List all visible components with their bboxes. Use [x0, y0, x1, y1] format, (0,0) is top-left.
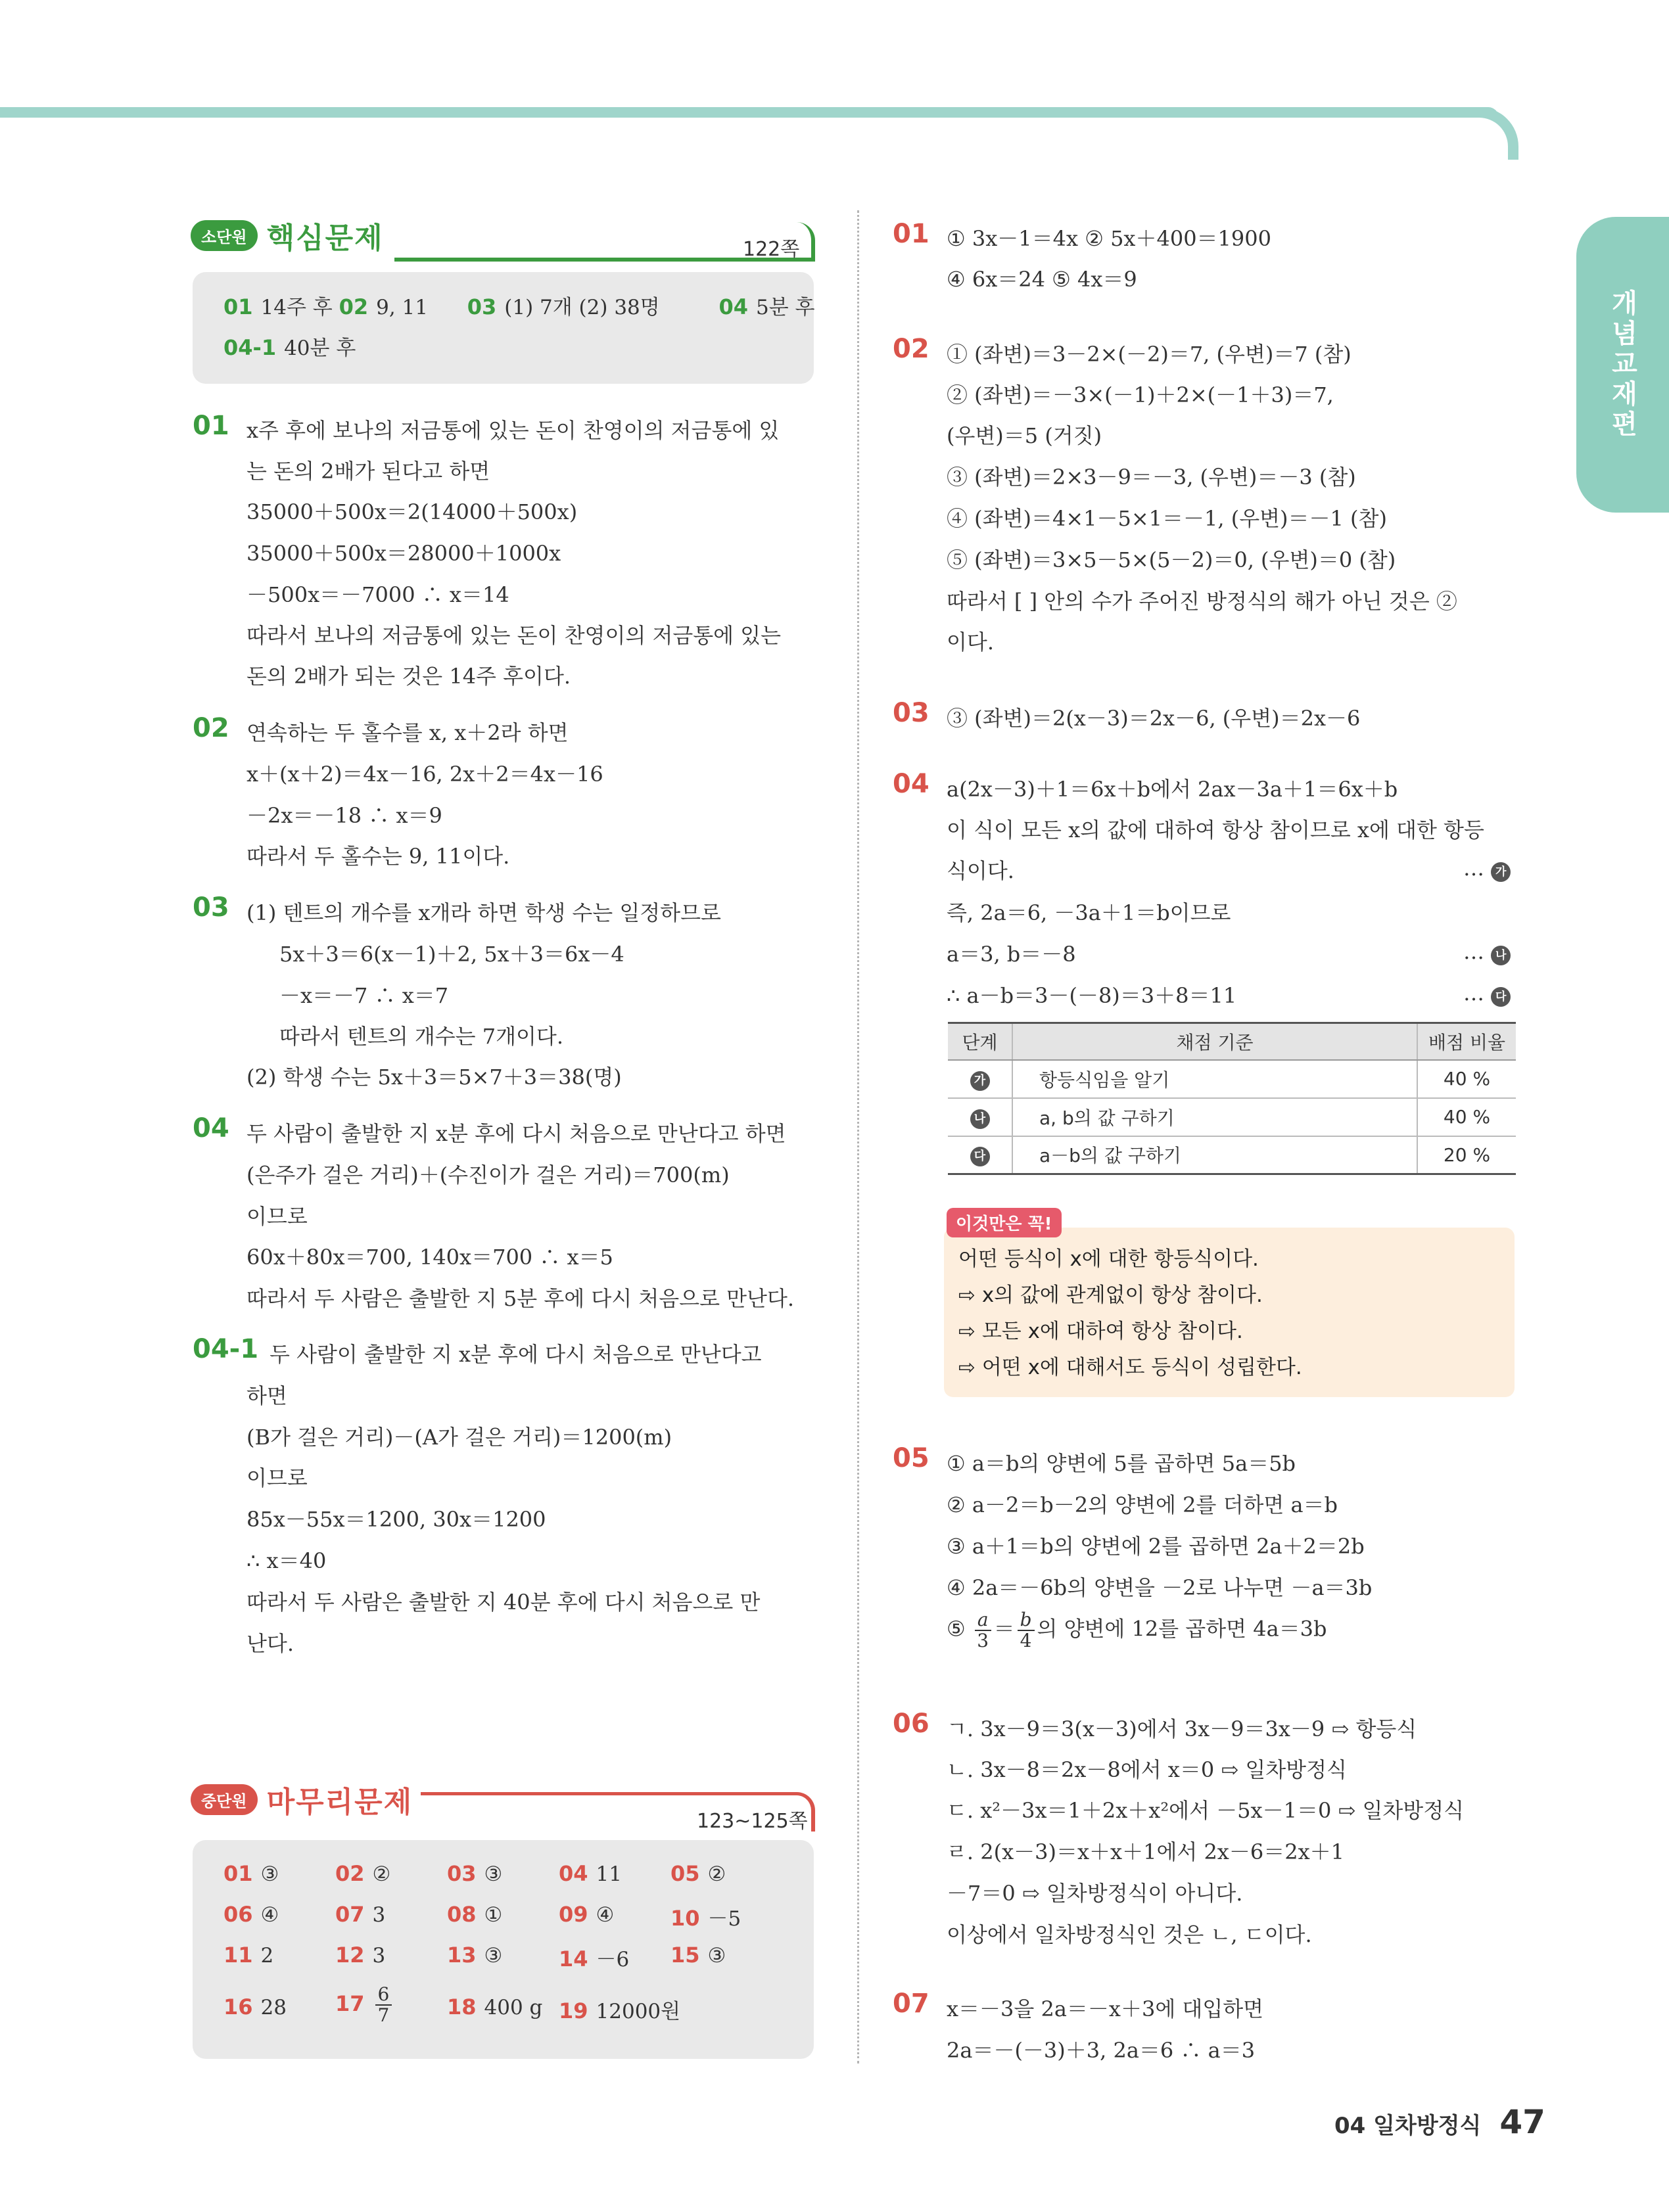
core-answer-box [193, 272, 814, 384]
right-q06-line: ㄹ. 2(x－3)＝x＋x＋1에서 2x－6＝2x＋1 [947, 1839, 1344, 1864]
left-q04-line: 두 사람이 출발한 지 x분 후에 다시 처음으로 만난다고 하면 [247, 1121, 786, 1146]
left-q01-line: 따라서 보나의 저금통에 있는 돈이 찬영이의 저금통에 있는 [247, 623, 782, 648]
table-row: 나 a, b의 값 구하기 40 % [948, 1098, 1516, 1136]
left-q041-line: 이므로 [247, 1465, 308, 1490]
page-number: 47 [1499, 2103, 1545, 2141]
right-q02-line: (우변)＝5 (거짓) [947, 423, 1102, 448]
tip-line: ⇨ x의 값에 관계없이 항상 참이다. [958, 1283, 1263, 1307]
right-q02-line: ⑤ (좌변)＝3×5－5×(5－2)＝0, (우변)＝0 (참) [947, 547, 1396, 572]
tip-line: 어떤 등식이 x에 대한 항등식이다. [958, 1247, 1259, 1271]
right-q05-line: ① a＝b의 양변에 5를 곱하면 5a＝5b [947, 1451, 1296, 1476]
left-q01-line: 35000＋500x＝2(14000＋500x) [247, 499, 578, 524]
review-title: 마무리문제 [266, 1786, 413, 1819]
left-q02-line: －2x＝－18 ∴ x＝9 [247, 803, 442, 828]
left-q02-line: x＋(x＋2)＝4x－16, 2x＋2＝4x－16 [247, 762, 603, 787]
core-answer-row-2: 04-1 40분 후 [223, 335, 356, 360]
review-answer: 03 ③ [447, 1861, 503, 1886]
left-q041-line: 따라서 두 사람은 출발한 지 40분 후에 다시 처음으로 만 [247, 1590, 761, 1615]
right-q04-line: 즉, 2a＝6, －3a＋1＝b이므로 [947, 900, 1231, 925]
step-marker: … 나 [1463, 939, 1511, 965]
right-q04-line: 이 식이 모든 x의 값에 대하여 항상 참이므로 x에 대한 항등 [947, 818, 1484, 842]
right-q07-line: x＝－3을 2a＝－x＋3에 대입하면 [947, 1996, 1264, 2021]
left-q03-line: 5x＋3＝6(x－1)＋2, 5x＋3＝6x－4 [279, 942, 624, 967]
left-q01-line: 35000＋500x＝28000＋1000x [247, 541, 561, 566]
left-q03-line: 따라서 텐트의 개수는 7개이다. [279, 1024, 563, 1049]
right-q05-line: ② a－2＝b－2의 양변에 2를 더하면 a＝b [947, 1492, 1338, 1517]
right-q06-number: 06 [893, 1709, 929, 1739]
left-q03-number: 03 [193, 892, 229, 923]
review-answer: 15 ③ [670, 1943, 726, 1968]
left-q01-line: 돈의 2배가 되는 것은 14주 후이다. [247, 664, 571, 689]
tip-tag: 이것만은 꼭! [947, 1208, 1062, 1237]
right-q06-line: ㄴ. 3x－8＝2x－8에서 x＝0 ⇨ 일차방정식 [947, 1757, 1347, 1782]
step-marker: … 다 [1463, 980, 1511, 1007]
left-q04-line: 60x＋80x＝700, 140x＝700 ∴ x＝5 [247, 1245, 613, 1270]
left-q041-line: (B가 걸은 거리)－(A가 걸은 거리)＝1200(m) [247, 1425, 672, 1450]
core-page-ref: 122쪽 [743, 238, 800, 261]
left-q041-line: 두 사람이 출발한 지 x분 후에 다시 처음으로 만난다고 [270, 1342, 762, 1367]
left-q041-line: 85x－55x＝1200, 30x＝1200 [247, 1507, 546, 1532]
left-q04-line: (은주가 걸은 거리)＋(수진이가 걸은 거리)＝700(m) [247, 1163, 730, 1187]
core-section-header [191, 210, 384, 256]
column-divider [857, 210, 859, 2063]
left-q01-line: x주 후에 보나의 저금통에 있는 돈이 찬영이의 저금통에 있 [247, 418, 780, 443]
core-badge: 소단원 [191, 220, 258, 251]
right-q05-line: ④ 2a＝－6b의 양변을 －2로 나누면 －a＝3b [947, 1575, 1373, 1600]
step-marker: … 가 [1463, 856, 1511, 882]
scoring-table [948, 1022, 1516, 1175]
review-answer: 13 ③ [447, 1943, 503, 1968]
left-q041-line: 하면 [247, 1383, 287, 1408]
left-q02-line: 연속하는 두 홀수를 x, x＋2라 하면 [247, 720, 569, 745]
right-q06-line: 이상에서 일차방정식인 것은 ㄴ, ㄷ이다. [947, 1922, 1312, 1947]
right-q02-line: ④ (좌변)＝4×1－5×1＝－1, (우변)＝－1 (참) [947, 506, 1387, 531]
left-q03-line: (1) 텐트의 개수를 x개라 하면 학생 수는 일정하므로 [247, 900, 721, 925]
right-q04-line: a(2x－3)＋1＝6x＋b에서 2ax－3a＋1＝6x＋b [947, 777, 1398, 802]
review-answer: 01 ③ [223, 1861, 279, 1886]
review-last-row: 16 28 [223, 1994, 287, 2019]
review-answer: 07 3 [335, 1902, 386, 1927]
side-tab-label: 개념교재편 [1607, 289, 1637, 440]
right-q02-line: ③ (좌변)＝2×3－9＝－3, (우변)＝－3 (참) [947, 465, 1356, 490]
review-section-header [191, 1774, 413, 1820]
review-answer: 09 ④ [559, 1902, 615, 1927]
scoring-table-header: 단계 채점 기준 배점 비율 [948, 1023, 1516, 1060]
review-answer: 11 2 [223, 1943, 274, 1968]
footer-chapter: 04 일차방정식 [1334, 2113, 1482, 2139]
left-q02-number: 02 [193, 713, 229, 743]
right-q03-number: 03 [893, 698, 929, 728]
review-answer: 06 ④ [223, 1902, 279, 1927]
right-q04-line: 식이다. [947, 858, 1014, 883]
right-q04-number: 04 [893, 769, 929, 799]
right-q03-line: ③ (좌변)＝2(x－3)＝2x－6, (우변)＝2x－6 [947, 706, 1361, 731]
table-row: 다 a－b의 값 구하기 20 % [948, 1136, 1516, 1174]
review-answer-18: 18 400 g [447, 1994, 543, 2019]
review-answer: 14 －6 [559, 1947, 630, 1971]
top-bar [0, 107, 1499, 118]
right-q06-line: ㄱ. 3x－9＝3(x－3)에서 3x－9＝3x－9 ⇨ 항등식 [947, 1717, 1417, 1741]
review-page-ref: 123~125쪽 [697, 1810, 808, 1833]
right-q07-line: 2a＝－(－3)＋3, 2a＝6 ∴ a＝3 [947, 2038, 1256, 2063]
right-q02-number: 02 [893, 334, 929, 364]
left-q01-line: －500x＝－7000 ∴ x＝14 [247, 582, 509, 607]
core-answer-row-1: 01 14주 후 02 9, 11 03 (1) 7개 (2) 38명 04 5분 후 [223, 294, 815, 319]
review-answer: 10 －5 [670, 1906, 741, 1931]
right-q06-line: ㄷ. x²－3x＝1＋2x＋x²에서 －5x－1＝0 ⇨ 일차방정식 [947, 1798, 1465, 1823]
left-q041-line: ∴ x＝40 [247, 1548, 327, 1573]
review-answer-19: 19 12000원 [559, 1998, 681, 2023]
left-q04-line: 따라서 두 사람은 출발한 지 5분 후에 다시 처음으로 만난다. [247, 1286, 795, 1311]
right-q01-line: ① 3x－1＝4x ② 5x＋400＝1900 [947, 226, 1271, 251]
side-tab [1576, 217, 1669, 513]
page-footer [1334, 2103, 1545, 2141]
left-q041-number: 04-1 [193, 1334, 259, 1364]
right-q01-number: 01 [893, 219, 929, 249]
right-q02-line: ② (좌변)＝－3×(－1)＋2×(－1＋3)＝7, [947, 382, 1334, 407]
review-answer: 05 ② [670, 1861, 726, 1886]
right-q06-line: －7＝0 ⇨ 일차방정식이 아니다. [947, 1881, 1243, 1906]
right-q02-line: 따라서 [ ] 안의 수가 주어진 방정식의 해가 아닌 것은 ② [947, 589, 1457, 614]
right-q02-line: 이다. [947, 630, 994, 655]
left-q02-line: 따라서 두 홀수는 9, 11이다. [247, 844, 510, 869]
review-answer: 04 11 [559, 1861, 622, 1886]
review-answer: 08 ① [447, 1902, 503, 1927]
right-q07-number: 07 [893, 1989, 929, 2019]
right-q02-line: ① (좌변)＝3－2×(－2)＝7, (우변)＝7 (참) [947, 342, 1352, 367]
top-bar-curve [1472, 107, 1518, 160]
review-badge: 중단원 [191, 1784, 258, 1815]
left-q041-line: 난다. [247, 1631, 294, 1656]
tip-line: ⇨ 모든 x에 대하여 항상 참이다. [958, 1320, 1243, 1343]
right-q04-line: a＝3, b＝－8 [947, 942, 1076, 967]
right-q04-line: ∴ a－b＝3－(－8)＝3＋8＝11 [947, 983, 1237, 1008]
table-row: 가 항등식임을 알기 40 % [948, 1060, 1516, 1098]
left-q03-line: －x＝－7 ∴ x＝7 [279, 983, 449, 1008]
left-q01-line: 는 돈의 2배가 된다고 하면 [247, 459, 490, 484]
left-q03-line: (2) 학생 수는 5x＋3＝5×7＋3＝38(명) [247, 1065, 622, 1090]
right-q05-line-5: ⑤ $\frac{a}{3}$ ＝ $\frac{b}{4}$ 의 양변에 12를 곱하면 4a＝3b [947, 1609, 1327, 1651]
left-q04-line: 이므로 [247, 1204, 308, 1229]
right-q05-number: 05 [893, 1443, 929, 1473]
review-answer: 02 ② [335, 1861, 391, 1886]
right-q05-line: ③ a＋1＝b의 양변에 2를 곱하면 2a＋2＝2b [947, 1534, 1365, 1559]
left-q01-number: 01 [193, 411, 229, 441]
core-title: 핵심문제 [266, 221, 384, 255]
review-answer-17: 17 $\frac{6}{7}$ [335, 1985, 394, 2025]
left-q04-number: 04 [193, 1113, 229, 1143]
review-answer: 12 3 [335, 1943, 386, 1968]
right-q01-line: ④ 6x＝24 ⑤ 4x＝9 [947, 267, 1137, 292]
tip-line: ⇨ 어떤 x에 대해서도 등식이 성립한다. [958, 1356, 1302, 1379]
